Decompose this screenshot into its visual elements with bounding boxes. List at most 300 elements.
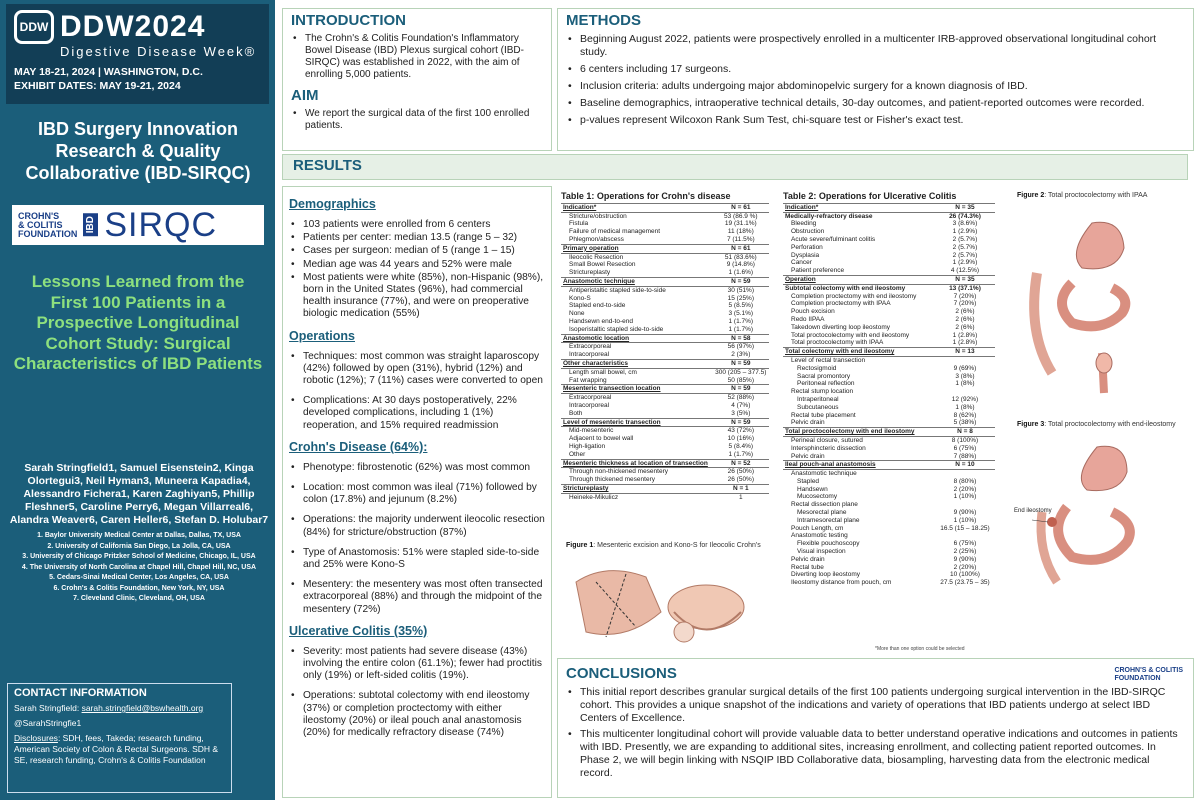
row-label: Acute severe/fulminant colitis [791,235,876,243]
figure-3-caption: Figure 3: Total proctocolectomy with end-ileostomy [1017,421,1176,428]
figure-1-illustration [566,552,774,652]
row-value: N = 35 [935,203,995,212]
crohns-colitis-logo-small: CROHN'S & COLITIS FOUNDATION [1114,667,1183,682]
row-label: High-ligation [569,442,606,450]
row-value: 1 (8%) [955,380,975,388]
row-value: 26 (50%) [727,468,754,476]
cd-bullet: • Operations: the majority underwent ileocolic resection (84%) for stricture/obstruction (87%) [289,514,545,538]
conclusions-section [557,658,1194,798]
methods-bullet: • Inclusion criteria: adults undergoing major abdominopelvic surgery for a known diagnosis of IBD. [566,80,1185,93]
table-row [783,300,995,308]
demo-bullet: • Median age was 44 years and 52% were male [289,259,545,271]
row-label: Perforation [791,243,823,251]
crohns-heading: Crohn's Disease (64%): [289,439,428,454]
row-value: N = 35 [935,275,995,284]
row-label: Ileocolic Resection [569,253,624,261]
cd-bullet: • Mesentery: the mesentery was most often transected extracorporeal (88%) and through the midpoint of the mesentery (72%) [289,579,545,616]
uc-bullet: • Severity: most patients had severe disease (43%) involving the entire colon (61.1%); fewer had proctitis only (19%) or left-sided colitis (19%). [289,646,545,683]
row-label: Indication* [783,203,935,212]
row-value: N = 61 [713,244,769,253]
methods-bullet: • Beginning August 2022, patients were prospectively enrolled in a multicenter IRB-approved observational longitudinal cohort study. [566,33,1185,59]
operations-heading: Operations [289,328,355,343]
aim-bullet: • We report the surgical data of the first 100 enrolled patients. [291,108,543,132]
row-label: Subcutaneous [797,403,839,411]
table-row [783,445,995,453]
affiliations: 1. Baylor University Medical Center at Dallas, Dallas, TX, USA 2. University of California San Diego, La Jolla, CA, USA 3. University of Chicago Pritzker School of Medicine, Chicago, IL, USA 4. The University of North Carolina at Chapel Hill, Chapel Hill, NC, USA 5. Cedars-Sinai Medical Center, Los Angeles, CA, USA 6. Crohn's & Colitis Foundation, New York, NY, USA 7. Cleveland Clinic, Cleveland, OH, USA [21,532,257,602]
table-row [561,310,769,318]
row-value: N = 1 [713,484,769,493]
row-value: 3 (8%) [955,372,975,380]
row-label: Mesenteric transection location [561,385,713,394]
table-row [561,326,769,334]
table-row [783,579,995,587]
uc-bullet: • Operations: subtotal colectomy with end ileostomy (37%) or completion proctectomy with either ileostomy (20%) or ileal pouch anal anastomosis (20%) for medically refractory disease (74%) [289,690,545,739]
table-row [783,212,995,220]
row-label: Rectal tube placement [791,411,856,419]
table-row [783,348,995,357]
table-row [561,318,769,326]
cd-bullet: • Phenotype: fibrostenotic (62%) was most common [289,462,545,474]
row-label: Strictureplasty [569,269,611,277]
disclosures: : SDH, fees, Takeda; research funding, American Society of Colon & Rectal Surgeons. SDH & SE, research funding, Crohn's & Colitis Foundation [14,733,219,765]
row-value: 43 (72%) [727,427,754,435]
row-value: 2 (6%) [955,308,975,316]
contact-email[interactable]: sarah.stringfield@bswhealth.org [81,703,204,713]
row-value: 3 (5%) [731,409,751,417]
row-value: 300 (205 – 377.5) [715,368,767,376]
row-label: Total colectomy with end ileostomy [783,348,935,357]
row-label: Total proctocolectomy with end ileostomy [791,331,910,339]
table-row [783,308,995,316]
row-value: 2 (5.7%) [952,251,978,259]
table-row [561,220,769,228]
row-label: Strictureplasty [561,484,713,493]
results-text [282,186,552,798]
row-value: 1 [739,493,743,501]
row-label: Adjacent to bowel wall [569,435,634,443]
row-label: Pelvic drain [791,555,825,563]
ops-bullet: • Complications: At 30 days postoperatively, 22% developed complications, including 1 (1%) reoperation, and 15% required readmission [289,395,545,432]
table-row [783,509,995,517]
row-value: 8 (80%) [953,477,977,485]
row-label: Intersphincteric dissection [791,444,866,452]
row-label: Intramesorectal plane [797,516,860,524]
row-value: 6 (75%) [953,444,977,452]
row-value: 56 (97%) [727,343,754,351]
row-label: Heineke-Mikulicz [569,493,619,501]
row-label: Peritoneal reflection [797,380,855,388]
table-row [561,451,769,459]
logos-bar [12,205,264,245]
table-row [561,236,769,244]
table-row [783,339,995,347]
event-title: DDW2024 [60,10,206,43]
table-row [783,293,995,301]
row-label: Extracorporeal [569,394,612,402]
row-value: 5 (8.4%) [728,442,754,450]
row-label: Extracorporeal [569,343,612,351]
table-row [783,461,995,470]
row-value: 2 (6%) [955,315,975,323]
event-subtitle: Digestive Disease Week® [60,44,257,59]
table-row [561,244,769,253]
row-label: Completion proctectomy with IPAA [791,300,891,308]
row-value: 51 (83.6%) [724,253,757,261]
row-label: Anastomotic testing [791,532,848,540]
table-1-title: Table 1: Operations for Crohn's disease [561,191,731,201]
conclusion-bullet: • This initial report describes granular surgical details of the first 100 patients undergoing surgical intervention in the IBD-SIRQC cohort. This provides a unique snapshot of the indications and variety of operations that IBD patients undergo at select IBD Centers of Excellence. [566,686,1185,724]
intro-bullet: • The Crohn's & Colitis Foundation's Inflammatory Bowel Disease (IBD) Plexus surgical cohort (IBD-SIRQC) was established in 2022, with the aim of enrolling 5,000 patients. [291,33,543,81]
row-label: Through non-thickened mesentery [569,468,669,476]
row-label: Primary operation [561,244,713,253]
methods-bullet: • 6 centers including 17 surgeons. [566,63,1185,76]
row-value: 4 (7%) [731,401,751,409]
table-row [561,277,769,286]
row-value: 11 (18%) [727,228,754,236]
table-row [783,525,995,533]
table-row [783,540,995,548]
row-label: Mid-mesenteric [569,427,614,435]
demo-bullet: • Patients per center: median 13.5 (range 5 – 32) [289,232,545,244]
table-row [783,419,995,427]
row-label: Stricture/obstruction [569,212,627,220]
row-label: Failure of medical management [569,228,661,236]
table-row [561,493,769,501]
row-label: Dysplasia [791,251,820,259]
table-row [783,517,995,525]
row-value: 15 (25%) [727,294,754,302]
row-value: 1 (1.6%) [728,269,754,277]
table-row [561,435,769,443]
table-row [561,410,769,418]
ddw-banner [6,4,269,104]
table-row [561,359,769,368]
table-row [561,203,769,212]
table-row [783,556,995,564]
row-value: 52 (88%) [727,394,754,402]
row-value: 2 (5.7%) [952,243,978,251]
table-row [561,334,769,343]
row-value: 7 (11.5%) [726,235,755,243]
table-row [783,220,995,228]
table-row [783,236,995,244]
row-value: 53 (86.9 %) [724,212,758,220]
methods-bullet: • p-values represent Wilcoxon Rank Sum Test, chi-square test or Fisher's exact test. [566,114,1185,127]
row-label: Mucosectomy [797,493,838,501]
row-value: 1 (1.7%) [728,325,754,333]
table-row [561,443,769,451]
row-value: N = 59 [713,385,769,394]
table-row [783,373,995,381]
table-row [561,302,769,310]
row-label: Other characteristics [561,359,713,368]
row-label: Ileal pouch-anal anastomosis [783,461,935,470]
table-row [783,203,995,212]
row-value: N = 59 [713,418,769,427]
row-value: 27.5 (23.75 – 35) [940,579,990,587]
table-row [561,351,769,359]
row-label: Total proctocolectomy with end ileostomy [783,428,935,437]
row-value: 7 (20%) [953,300,977,308]
table-row [783,316,995,324]
table-row [783,396,995,404]
methods-section [557,8,1194,151]
row-value: 8 (62%) [953,411,977,419]
table-row [783,453,995,461]
row-label: Anastomotic location [561,334,713,343]
figure-2-caption: Figure 2: Total proctocolectomy with IPAA [1017,192,1148,199]
demo-bullet: • Most patients were white (85%), non-Hispanic (98%), born in the United States (96%), had commercial health insurance (77%), and were on preoperative biologic medication (55%) [289,272,545,321]
table-row [561,212,769,220]
row-value: 9 (90%) [953,555,977,563]
demo-bullet: • 103 patients were enrolled from 6 centers [289,219,545,231]
row-label: Anastomotic technique [791,470,857,478]
table-row [561,427,769,435]
demo-bullet: • Cases per surgeon: median of 5 (range 1 – 15) [289,245,545,257]
row-label: Perineal closure, sutured [791,436,863,444]
row-label: Other [569,450,586,458]
row-label: Kono-S [569,294,591,302]
ddw-logo-icon: DDW [14,10,54,44]
row-label: Intracorporeal [569,401,610,409]
table-2-title: Table 2: Operations for Ulcerative Colitis [783,191,957,201]
row-value: 2 (5.7%) [952,235,978,243]
row-value: 19 (31.1%) [724,220,757,228]
table-row [561,295,769,303]
row-value: 2 (3%) [731,351,751,359]
exhibit-dates: EXHIBIT DATES: MAY 19-21, 2024 [14,80,181,92]
row-value: 1 (2.8%) [952,339,978,347]
event-dates: MAY 18-21, 2024 | WASHINGTON, D.C. [14,66,203,78]
row-value: 1 (2.8%) [952,331,978,339]
row-value: 5 (8.5%) [728,302,754,310]
row-label: Phlegmon/abscess [569,235,624,243]
table-row [783,486,995,494]
uc-heading: Ulcerative Colitis (35%) [289,623,428,638]
row-label: Medically-refractory disease [785,212,873,220]
figure-1-caption: Figure 1: Mesenteric excision and Kono-S for Ileocolic Crohn's [566,542,761,549]
row-value: 1 (2.9%) [952,228,978,236]
table-row [561,269,769,277]
row-label: Stapled end-to-side [569,302,626,310]
row-value: 3 (5.1%) [728,310,754,318]
table-row [561,253,769,261]
row-value: N = 59 [713,277,769,286]
results-heading: RESULTS [282,154,1188,180]
poster-title: Lessons Learned from the First 100 Patients in a Prospective Longitudinal Cohort Study: Surgical Characteristics of IBD Patients [13,272,263,373]
row-label: Mesorectal plane [797,509,847,517]
row-value: 1 (10%) [953,516,977,524]
demographics-heading: Demographics [289,197,376,211]
table-row [561,368,769,376]
row-value: N = 8 [935,428,995,437]
crohns-colitis-logo: CROHN'S & COLITIS FOUNDATION [18,210,78,239]
row-value: 7 (20%) [953,292,977,300]
row-label: Ileostomy distance from pouch, cm [791,579,892,587]
row-label: Pouch Length, cm [791,524,844,532]
row-label: Operation [783,275,935,284]
row-value: 5 (38%) [953,419,977,427]
table-row [783,404,995,412]
row-value: 2 (25%) [953,548,977,556]
row-label: Cancer [791,259,812,267]
row-label: Bleeding [791,220,817,228]
row-value: 9 (14.8%) [726,261,755,269]
row-value: 6 (75%) [953,540,977,548]
row-value: 1 (10%) [953,493,977,501]
ibd-logo: IBD [83,213,98,236]
table-row [561,476,769,484]
project-name: IBD Surgery Innovation Research & Quality Collaborative (IBD-SIRQC) [25,119,251,183]
intro-heading: INTRODUCTION [291,12,406,29]
table-row [783,228,995,236]
row-label: Pelvic drain [791,419,825,427]
aim-heading: AIM [291,87,319,104]
table-row [783,548,995,556]
row-label: Diverting loop ileostomy [791,571,861,579]
row-label: Handsewn [797,485,828,493]
row-value [935,356,995,364]
table-2 [783,193,995,587]
row-label: Both [569,409,583,417]
table-row [783,470,995,478]
table-row [561,286,769,294]
table-footnote: *More than one option could be selected [875,646,965,652]
row-label: Visual inspection [797,548,846,556]
introduction-section [282,8,552,151]
row-value [935,470,995,478]
table-row [783,412,995,420]
row-label: Takedown diverting loop ileostomy [791,323,890,331]
row-label: Obstruction [791,228,825,236]
table-row [783,284,995,292]
row-value: 13 (37.1%) [949,284,981,292]
contact-box: CONTACT INFORMATION Sarah Stringfield: sarah.stringfield@bswhealth.org @SarahStringfie1 Disclosures: SDH, fees, Takeda; research funding, American Society of Colon & Rectal Surgeons. SDH & SE, research funding, Crohn's & Colitis Foundation [7,683,232,793]
contact-heading: CONTACT INFORMATION [14,687,147,699]
sirqc-logo: SIRQC [104,206,218,244]
row-value: 16.5 (15 – 18.25) [940,524,990,532]
row-label: Antiperistaltic stapled side-to-side [569,286,666,294]
table-row [561,394,769,402]
row-label: Length small bowel, cm [569,368,637,376]
row-value [935,501,995,509]
table-row [783,259,995,267]
ops-bullet: • Techniques: most common was straight laparoscopy (42%) followed by open (31%), hybrid (12%) and robotic (12%); 7 (11%) cases were converted to open [289,351,545,388]
row-label: Rectosigmoid [797,364,837,372]
table-row [783,380,995,388]
table-row [783,324,995,332]
row-value [935,532,995,540]
row-value: 1 (2.9%) [952,259,978,267]
contact-handle[interactable]: @SarahStringfie1 [14,718,82,728]
row-value: N = 13 [935,348,995,357]
row-value: 9 (90%) [953,509,977,517]
row-label: Anastomotic technique [561,277,713,286]
row-label: Subtotal colectomy with end ileostomy [785,284,906,292]
table-row [783,428,995,437]
table-row [783,244,995,252]
row-value: 7 (88%) [953,452,977,460]
figure-2-illustration [1012,203,1192,401]
table-row [783,493,995,501]
row-label: None [569,310,585,318]
table-row [561,228,769,236]
row-label: Mesenteric thickness at location of transection [561,459,713,468]
cd-bullet: • Location: most common was ileal (71%) followed by colon (17.8%) and jejunum (8.2%) [289,482,545,506]
table-row [783,571,995,579]
row-value: 9 (69%) [953,364,977,372]
authors: Sarah Stringfield1, Samuel Eisenstein2, Kinga Olortegui3, Neil Hyman3, Muneera Kapadia4, Alessandro Fichera1, Karen Zaghiyan5, Phillip Fleshner5, Caroline Perry6, Megan Villarreal6, Alandra Weaver6, Caren Heller6, Stefan D. Holubar7 [9,462,269,526]
row-value: N = 58 [713,334,769,343]
row-value: 8 (100%) [951,436,979,444]
row-value: 3 (8.6%) [952,220,978,228]
table-row [561,343,769,351]
row-label: Small Bowel Resection [569,261,636,269]
table-1 [561,193,769,501]
row-label: Indication* [561,203,713,212]
row-value: N = 59 [713,359,769,368]
table-row [561,484,769,493]
table-row [783,356,995,364]
row-label: Level of mesenteric transection [561,418,713,427]
table-row [783,388,995,396]
table-row [783,332,995,340]
row-label: Stapled [797,477,820,485]
row-value: 10 (100%) [949,571,980,579]
table-row [783,436,995,444]
row-label: Completion proctectomy with end ileostomy [791,292,917,300]
row-label: Redo IIPAA [791,315,825,323]
row-label: Intraperitoneal [797,395,839,403]
row-value: N = 52 [713,459,769,468]
table-row [561,385,769,394]
row-label: Sacral promontory [797,372,851,380]
figure-3-illustration [1012,432,1192,602]
row-label: Rectal dissection plane [791,501,858,509]
table-row [561,377,769,385]
table-row [561,418,769,427]
row-label: Fistula [569,220,589,228]
row-value: 2 (20%) [953,485,977,493]
row-value: 26 (74.3%) [949,212,981,220]
row-value: 1 (8%) [955,403,975,411]
left-panel [0,0,275,800]
table-row [783,532,995,540]
row-label: Patient preference [791,267,845,275]
row-value: 10 (16%) [727,435,754,443]
row-label: Rectal stump location [791,388,854,396]
table-row [561,261,769,269]
row-label: Isoperistaltic stapled side-to-side [569,325,664,333]
row-label: Pouch excision [791,308,835,316]
row-value: 12 (92%) [951,395,979,403]
conclusions-heading: CONCLUSIONS [566,665,677,682]
row-value: 4 (12.5%) [950,267,980,275]
conclusion-bullet: • This multicenter longitudinal cohort will provide valuable data to better understand operative indications and outcomes in patients with IBD. Presently, we are expanding to additional sites, increasing enrollment, and collecting patient reported outcomes. In Phase 2, we will begin linking with NSQIP IBD Collaborative data, biosampling, harvesting data from the electronic medical record. [566,728,1185,779]
table-row [783,267,995,275]
row-value: 1 (1.7%) [728,317,754,325]
methods-heading: METHODS [566,12,641,29]
cd-bullet: • Type of Anastomosis: 51% were stapled side-to-side and 25% were Kono-S [289,547,545,571]
row-label: Rectal tube [791,563,824,571]
row-value: N = 10 [935,461,995,470]
table-row [783,252,995,260]
row-label: Flexible pouchoscopy [797,540,860,548]
row-value: 2 (6%) [955,323,975,331]
row-value: 26 (50%) [727,476,754,484]
row-value: 50 (85%) [727,376,754,384]
table-row [783,365,995,373]
